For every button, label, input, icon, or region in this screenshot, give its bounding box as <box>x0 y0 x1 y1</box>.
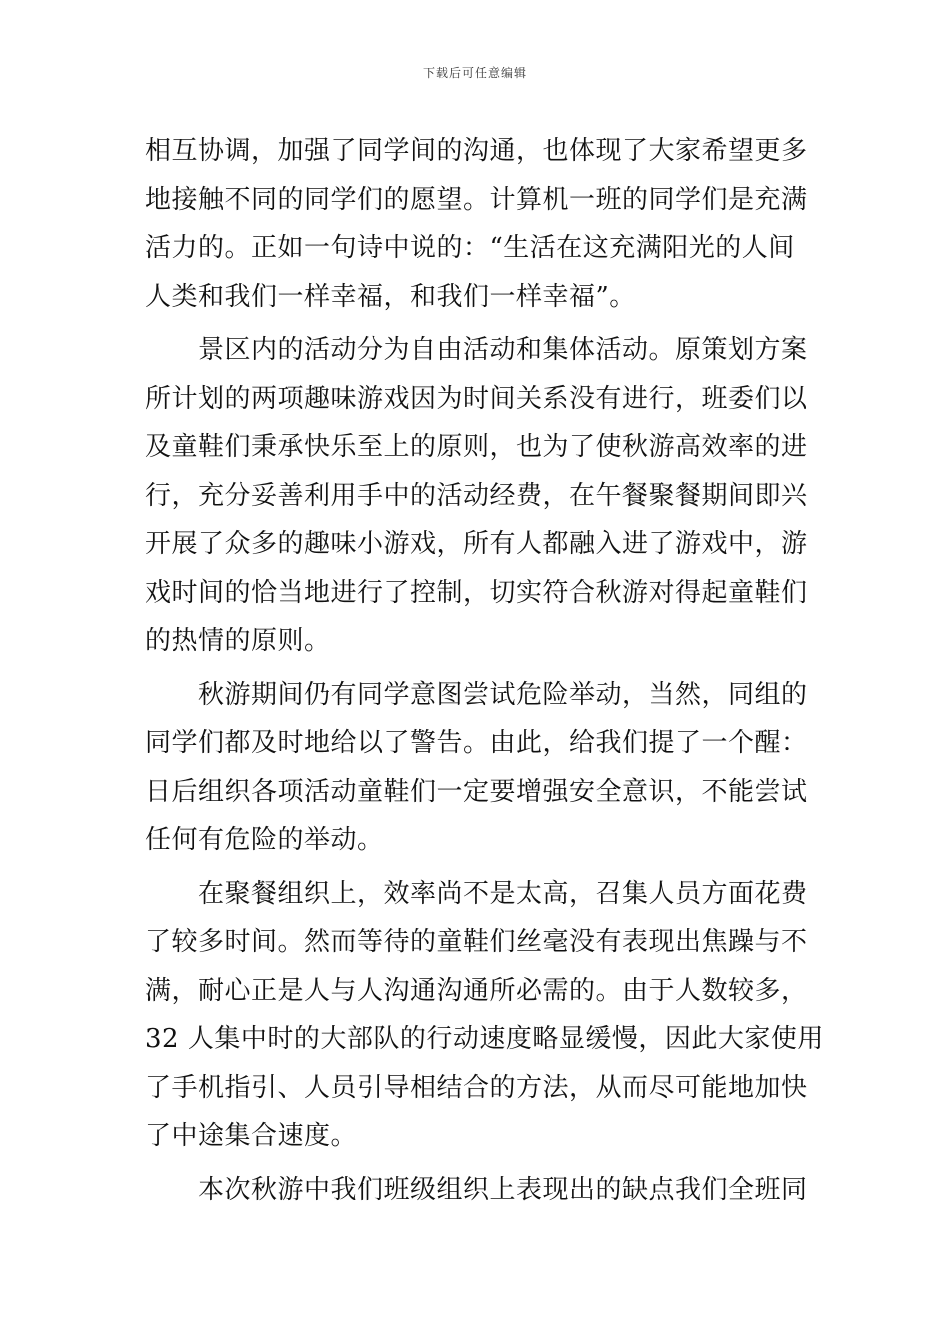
text-line: 同学们都及时地给以了警告。由此，给我们提了一个醒： <box>145 728 808 758</box>
text-line: 活力的。正如一句诗中说的：“生活在这充满阳光的人间 <box>145 233 795 263</box>
text-line: 了手机指引、人员引导相结合的方法，从而尽可能地加快 <box>145 1072 808 1103</box>
text-line: 戏时间的恰当地进行了控制，切实符合秋游对得起童鞋们 <box>145 577 808 608</box>
text-line: 任何有危险的举动。 <box>145 825 384 855</box>
document-body <box>145 127 824 1214</box>
paragraph <box>145 326 815 666</box>
text-line: 秋游期间仍有同学意图尝试危险举动，当然，同组的 <box>145 679 808 710</box>
text-line: 在聚餐组织上，效率尚不是太高，召集人员方面花费 <box>145 878 808 909</box>
text-line: 的热情的原则。 <box>145 626 331 656</box>
paragraph <box>145 870 824 1161</box>
text-line: 了中途集合速度。 <box>145 1121 358 1151</box>
paragraph <box>145 127 815 321</box>
text-line: 开展了众多的趣味小游戏，所有人都融入进了游戏中，游 <box>145 529 808 559</box>
text-line: 行，充分妥善利用手中的活动经费，在午餐聚餐期间即兴 <box>145 480 808 511</box>
text-line: 所计划的两项趣味游戏因为时间关系没有进行，班委们以 <box>145 383 808 414</box>
paragraph <box>145 1166 815 1215</box>
text-line: 人类和我们一样幸福，和我们一样幸福”。 <box>145 281 636 312</box>
text-line: 及童鞋们秉承快乐至上的原则，也为了使秋游高效率的进 <box>145 432 808 462</box>
text-line: 32 人集中时的大部队的行动速度略显缓慢，因此大家使用 <box>145 1024 824 1054</box>
text-line: 日后组织各项活动童鞋们一定要增强安全意识，不能尝试 <box>145 776 808 807</box>
text-line: 地接触不同的同学们的愿望。计算机一班的同学们是充满 <box>145 184 808 215</box>
text-line: 本次秋游中我们班级组织上表现出的缺点我们全班同 <box>145 1174 808 1205</box>
text-line: 了较多时间。然而等待的童鞋们丝毫没有表现出焦躁与不 <box>145 927 808 957</box>
paragraph <box>145 671 815 865</box>
text-line: 相互协调，加强了同学间的沟通，也体现了大家希望更多 <box>145 136 808 166</box>
page-header: 下载后可任意编辑 <box>422 66 527 80</box>
text-line: 景区内的活动分为自由活动和集体活动。原策划方案 <box>145 335 808 365</box>
text-line: 满，耐心正是人与人沟通沟通所必需的。由于人数较多， <box>145 975 808 1006</box>
